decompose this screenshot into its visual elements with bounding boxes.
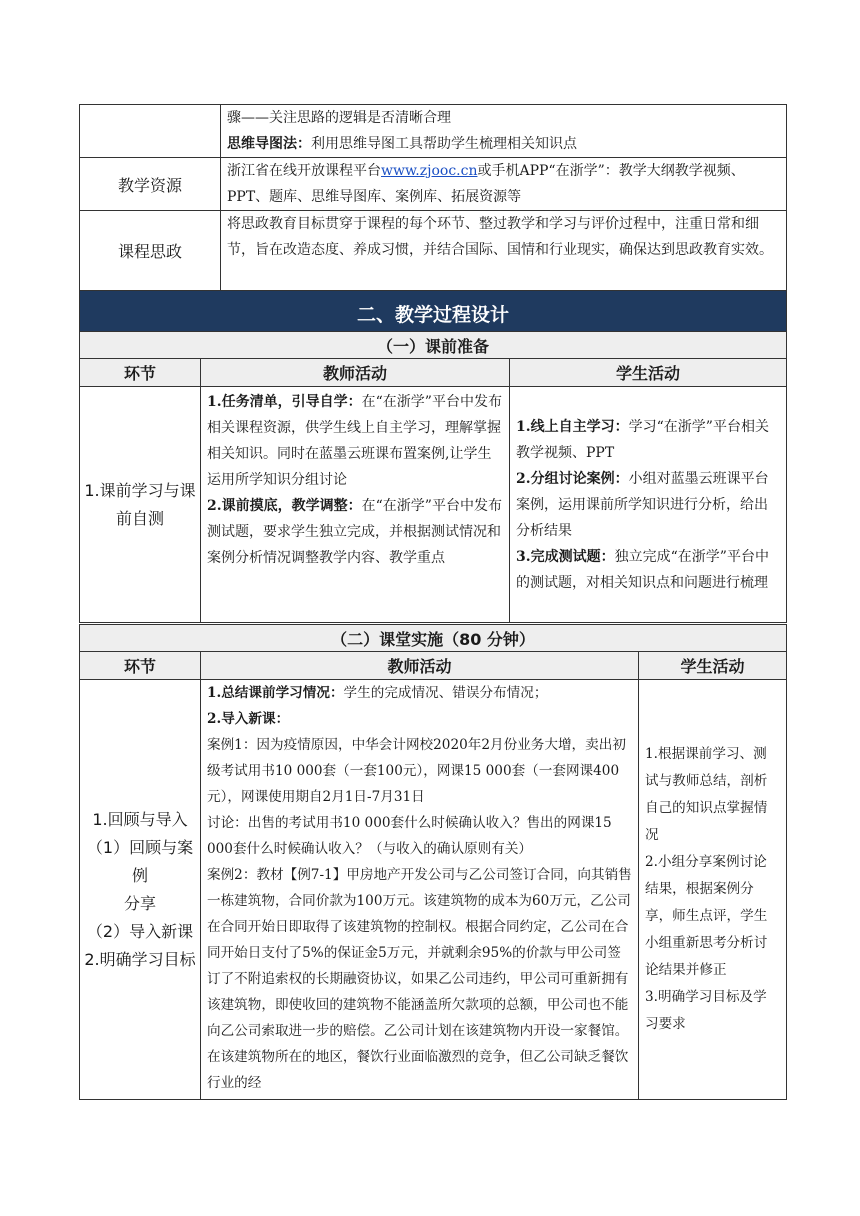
pre-class-teacher: 1.任务清单，引导自学：在“在浙学”平台中发布相关课程资源，供学生线上自主学习，理解掌握相关知识。同时在蓝墨云班课布置案例,让学生运用所学知识分组讨论 2.课前摸底，教学调整：在“在浙学”平台中发布测试题，要求学生独立完成，并根据测试情况和案例分析情况调整教学内容、教学重点 [201,387,510,623]
in-class-student: 1.根据课前学习、测试与教师总结，剖析自己的知识点掌握情况 2.小组分享案例讨论结果，根据案例分享，师生点评，学生小组重新思考分析讨论结果并修正 3.明确学习目标及学习要求 [639,680,787,1100]
zjooc-link[interactable]: www.zjooc.cn [381,163,478,179]
in-class-table [79,624,787,1100]
ideology-label: 课程思政 [80,211,221,291]
method-row [80,105,787,158]
resource-label: 教学资源 [80,158,221,211]
section-title: 二、教学过程设计 [80,291,787,336]
method-label [80,105,221,158]
col-header-student-2: 学生活动 [639,652,787,680]
in-class-teacher: 1.总结课前学习情况：学生的完成情况、错误分布情况； 2.导入新课： 案例1：因为疫情原因，中华会计网校2020年2月份业务大增，卖出初级考试用书10 000套（一套100元），网课15 000套（一套网课400元），网课使用期自2月1日-7月31日 讨论：出售的考试用书10 000套什么时候确认收入？售出的网课15 000套什么时候确认收入？（与收入的确认原则有关） 案例2：教材【例7-1】甲房地产开发公司与乙公司签订合同，向其销售一栋建筑物，合同价款为100万元。该建筑物的成本为60万元，乙公司在合同开始日即取得了该建筑物的控制权。根据合同约定，乙公司在合同开始日支付了5%的保证金5万元，并就剩余95%的价款与甲公司签订了不附追索权的长期融资协议，如果乙公司违约，甲公司可重新拥有该建筑物，即使收回的建筑物不能涵盖所欠款项的总额，甲公司也不能向乙公司索取进一步的赔偿。乙公司计划在该建筑物内开设一家餐馆。在该建筑物所在的地区，餐饮行业面临激烈的竞争，但乙公司缺乏餐饮行业的经 [201,680,639,1100]
resource-content: 浙江省在线开放课程平台www.zjooc.cn或手机APP“在浙学”：教学大纲教学视频、PPT、题库、思维导图库、案例库、拓展资源等 [221,158,787,211]
pre-class-row [80,387,787,623]
ideology-content: 将思政教育目标贯穿于课程的每个环节、整过教学和学习与评价过程中，注重日常和细节，旨在改造态度、养成习惯，并结合国际、国情和行业现实，确保达到思政教育实效。 [221,211,787,291]
col-header-student: 学生活动 [510,359,787,387]
in-class-row [80,680,787,1100]
method-content: 骤——关注思路的逻辑是否清晰合理 思维导图法：利用思维导图工具帮助学生梳理相关知识点 [221,105,787,158]
resource-row [80,158,787,211]
in-class-title: （二）课堂实施（80 分钟） [80,625,787,652]
pre-class-title: （一）课前准备 [80,332,787,359]
col-header-teacher: 教师活动 [201,359,510,387]
pre-class-table [79,331,787,623]
pre-class-student: 1.线上自主学习：学习“在浙学”平台相关教学视频、PPT 2.分组讨论案例：小组对蓝墨云班课平台案例，运用课前所学知识进行分析，给出分析结果 3.完成测试题：独立完成“在浙学”平台中的测试题，对相关知识点和问题进行梳理 [510,387,787,623]
col-header-teacher-2: 教师活动 [201,652,639,680]
info-table [79,104,787,336]
ideology-row [80,211,787,291]
in-class-stage: 1.回顾与导入 （1）回顾与案例 分享 （2）导入新课 2.明确学习目标 [80,680,201,1100]
col-header-stage-2: 环节 [80,652,201,680]
pre-class-stage: 1.课前学习与课前自测 [80,387,201,623]
col-header-stage: 环节 [80,359,201,387]
